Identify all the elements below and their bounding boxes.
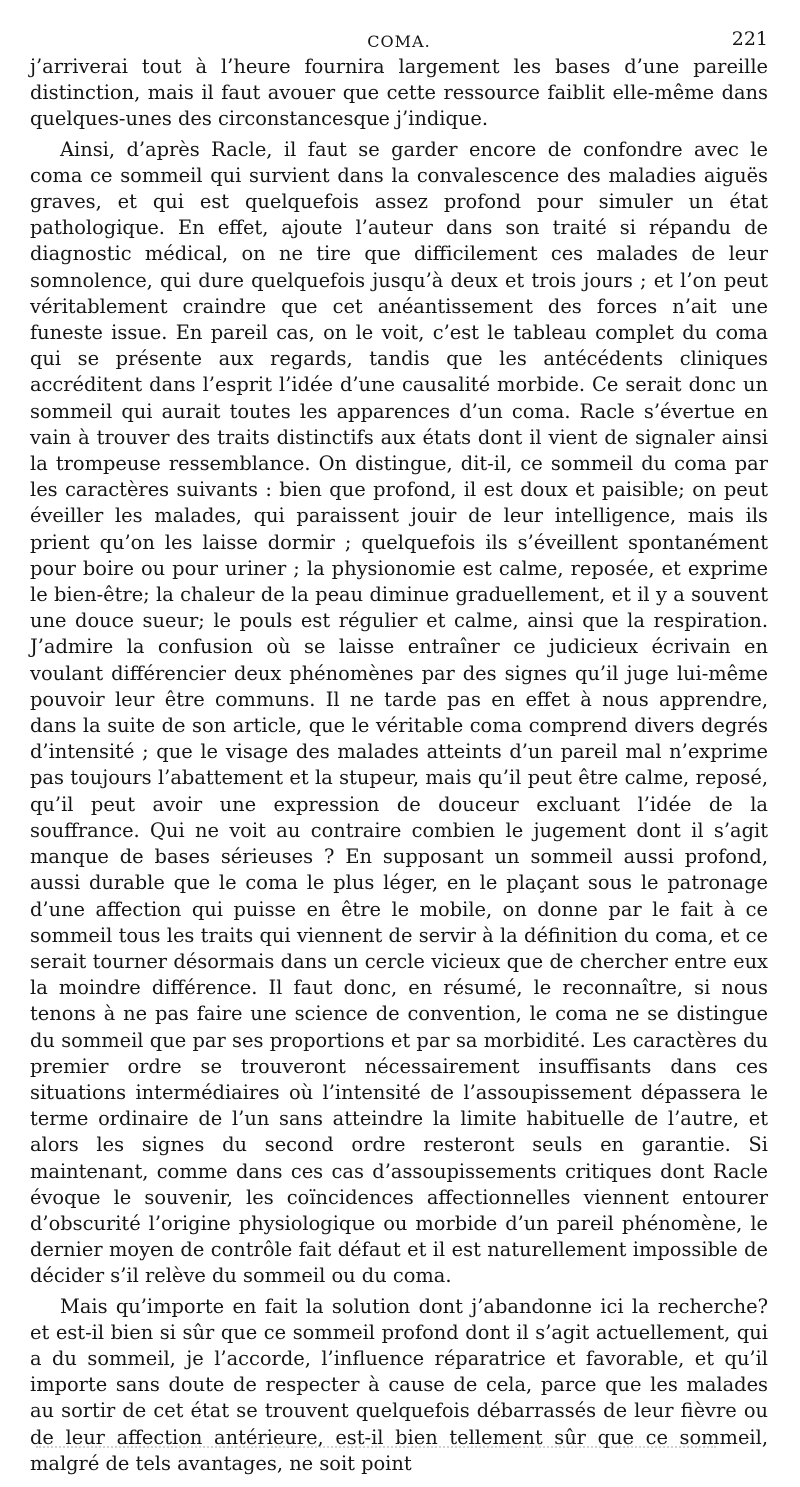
- paragraph-continuation: j’arriverai tout à l’heure fournira largement les bases d’une pareille distinction, mais il faut avouer que cette ressource faiblit elle-même dans quelques-unes des circonstancesque j’indique.: [30, 55, 768, 131]
- body-text: [30, 54, 768, 1477]
- running-title: COMA.: [367, 32, 431, 51]
- page-number: 221: [731, 28, 768, 50]
- paragraph-racle-sleep: Ainsi, d’après Racle, il faut se garder encore de confondre avec le coma ce sommeil qui survient dans la convalescence des maladies aiguës graves, et qui est quelquefois assez profond pour simuler un état pathologique. En effet, ajoute l’auteur dans son traité si répandu de diagnostic médical, on ne tire que difficilement ces malades de leur somnolence, qui dure quelquefois jusqu’à deux et trois jours ; et l’on peut véritablement craindre que cet anéantissement des forces n’ait une funeste issue. En pareil cas, on le voit, c’est le tableau complet du coma qui se présente aux regards, tandis que les antécédents cliniques accréditent dans l’esprit l’idée d’une causalité morbide. Ce serait donc un sommeil qui aurait toutes les apparences d’un coma. Racle s’évertue en vain à trouver des traits distinctifs aux états dont il vient de signaler ainsi la trompeuse ressemblance. On distingue, dit-il, ce sommeil du coma par les caractères suivants : bien que profond, il est doux et paisible; on peut éveiller les malades, qui paraissent jouir de leur intelligence, mais ils prient qu’on les laisse dormir ; quelquefois ils s’éveillent spontanément pour boire ou pour uriner ; la physionomie est calme, reposée, et exprime le bien-être; la chaleur de la peau diminue graduellement, et il y a souvent une douce sueur; le pouls est régulier et calme, ainsi que la respiration. J’admire la confusion où se laisse entraîner ce judicieux écrivain en voulant différencier deux phénomènes par des signes qu’il juge lui-même pouvoir leur être communs. Il ne tarde pas en effet à nous apprendre, dans la suite de son article, que le véritable coma comprend divers degrés d’intensité ; que le visage des malades atteints d’un pareil mal n’exprime pas toujours l’abattement et la stupeur, mais qu’il peut être calme, reposé, qu’il peut avoir une expression de douceur excluant l’idée de la souffrance. Qui ne voit au contraire combien le jugement dont il s’agit manque de bases sérieuses ? En supposant un sommeil aussi profond, aussi durable que le coma le plus léger, en le plaçant sous le patronage d’une affection qui puisse en être le mobile, on donne par le fait à ce sommeil tous les traits qui viennent de servir à la définition du coma, et ce serait tourner désormais dans un cercle vicieux que de chercher entre eux la moindre différence. Il faut donc, en résumé, le reconnaître, si nous tenons à ne pas faire une science de convention, le coma ne se distingue du sommeil que par ses proportions et par sa morbidité. Les caractères du premier ordre se trouveront nécessairement insuffisants dans ces situations intermédiaires où l’intensité de l’assoupissement dépassera le terme ordinaire de l’un sans atteindre la limite habituelle de l’autre, et alors les signes du second ordre resteront seuls en garantie. Si maintenant, comme dans ces cas d’assoupissements critiques dont Racle évoque le souvenir, les coïncidences affectionnelles viennent entourer d’obscurité l’origine physiologique ou morbide d’un pareil phénomène, le dernier moyen de contrôle fait défaut et il est naturellement impossible de décider s’il relève du sommeil ou du coma.: [30, 137, 768, 1288]
- page: [30, 26, 768, 1477]
- paragraph-solution: Mais qu’importe en fait la solution dont j’abandonne ici la recherche? et est-il bien si sûr que ce sommeil profond dont il s’agit actuellement, qui a du sommeil, je l’accorde, l’influence réparatrice et favorable, et qu’il importe sans doute de respecter à cause de cela, parce que les malades au sortir de cet état se trouvent quelquefois débarrassés de leur fièvre ou de leur affection antérieure, est-il bien tellement sûr que ce sommeil, malgré de tels avantages, ne soit point: [30, 1294, 768, 1475]
- running-header: [30, 26, 768, 54]
- bottom-bleed-through-line: [36, 1446, 716, 1448]
